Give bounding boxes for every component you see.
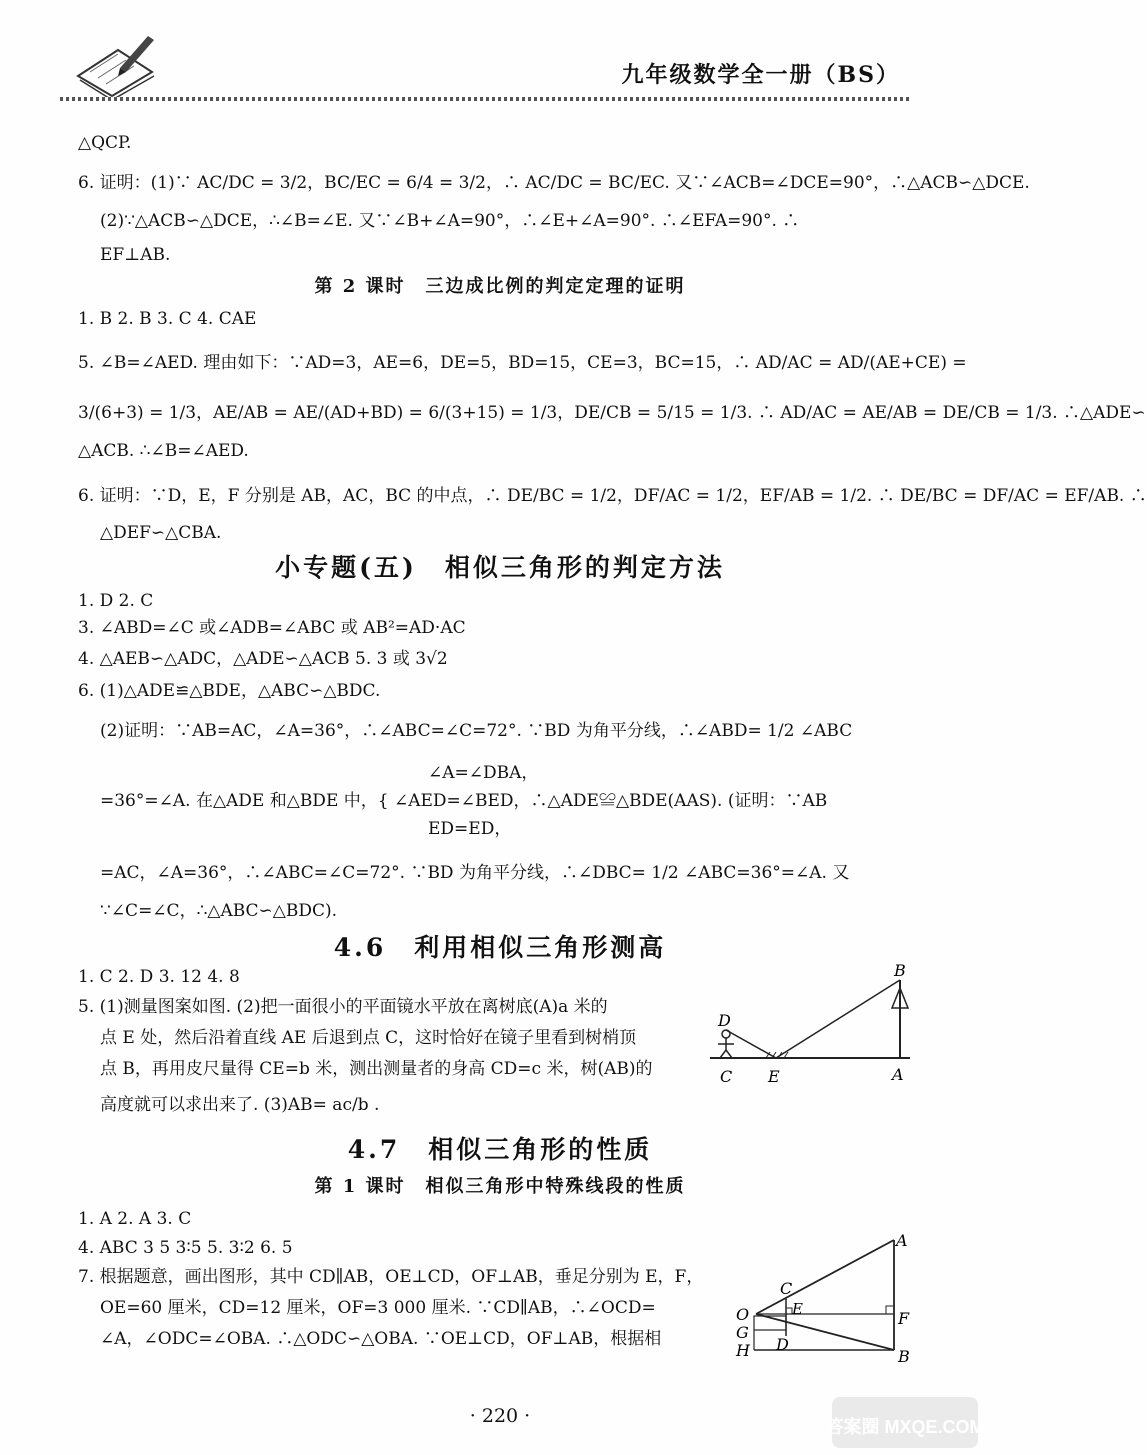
label-B: B [894, 961, 906, 980]
section-heading: 第 2 课时 三边成比例的判定定理的证明 [314, 276, 686, 297]
label-G: G [736, 1323, 749, 1342]
text-line: (2)∵△ACB∽△DCE，∴∠B=∠E. 又∵∠B+∠A=90°，∴∠E+∠A=90°. ∴∠EFA=90°. ∴ [100, 211, 800, 231]
label-E: E [768, 1067, 780, 1086]
text-line: 5. (1)测量图案如图. (2)把一面很小的平面镜水平放在离树底(A)a 米的 [78, 997, 608, 1017]
text-line: ∠A，∠ODC=∠OBA. ∴△ODC∽△OBA. ∵OE⊥CD，OF⊥AB，根据相 [100, 1329, 662, 1349]
text-line: 6. 证明：(1)∵ AC/DC = 3/2，BC/EC = 6/4 = 3/2，∴ AC/DC = BC/EC. 又∵∠ACB=∠DCE=90°，∴△ACB∽△DCE. [78, 173, 1030, 193]
text-line: 高度就可以求出来了. (3)AB= ac/b . [100, 1095, 380, 1115]
label-D: D [718, 1011, 731, 1030]
text-line: =AC，∠A=36°，∴∠ABC=∠C=72°. ∵BD 为角平分线，∴∠DBC= 1/2 ∠ABC=36°=∠A. 又 [100, 863, 850, 883]
section-heading: 4.6 利用相似三角形测高 [333, 933, 667, 962]
text-line: 1. C 2. D 3. 12 4. 8 [78, 967, 240, 987]
text-line: 1. B 2. B 3. C 4. CAE [78, 309, 257, 329]
text-line: (2)证明：∵AB=AC，∠A=36°，∴∠ABC=∠C=72°. ∵BD 为角平分线，∴∠ABD= 1/2 ∠ABC [100, 721, 853, 741]
tree-height-figure [700, 960, 920, 1090]
text-line: 点 B，再用皮尺量得 CE=b 米，测出测量者的身高 CD=c 米，树(AB)的 [100, 1059, 653, 1079]
brace-line: ED=ED， [428, 819, 512, 839]
label-O: O [736, 1305, 750, 1324]
section-heading: 4.7 相似三角形的性质 [347, 1135, 653, 1164]
label-F: F [898, 1309, 910, 1328]
header-divider [60, 97, 910, 101]
text-line: 点 E 处，然后沿着直线 AE 后退到点 C，这时恰好在镜子里看到树梢顶 [100, 1028, 637, 1048]
text-line: 7. 根据题意，画出图形，其中 CD∥AB，OE⊥CD，OF⊥AB，垂足分别为 E，F， [78, 1267, 704, 1287]
text-line: 1. A 2. A 3. C [78, 1209, 192, 1229]
text-line: 1. D 2. C [78, 591, 154, 611]
text-line: △DEF∽△CBA. [100, 523, 222, 543]
text-line: EF⊥AB. [100, 245, 171, 265]
similar-triangles-figure [728, 1228, 918, 1368]
label-B: B [898, 1347, 910, 1366]
text-line: 4. △AEB∽△ADC，△ADE∽△ACB 5. 3 或 3√2 [78, 649, 448, 669]
text-line: =36°=∠A. 在△ADE 和△BDE 中，{ ∠AED=∠BED，∴△ADE≌△BDE(AAS). (证明：∵AB [100, 791, 828, 811]
watermark-logo [825, 1395, 985, 1450]
label-C: C [720, 1067, 733, 1086]
page-header-title: 九年级数学全一册（BS） [621, 62, 900, 88]
text-line: 5. ∠B=∠AED. 理由如下：∵AD=3，AE=6，DE=5，BD=15，CE=3，BC=15，∴ AD/AC = AD/(AE+CE) = [78, 353, 967, 373]
label-H: H [736, 1341, 750, 1360]
text-line: ∵∠C=∠C，∴△ABC∽△BDC). [100, 901, 338, 921]
label-A: A [892, 1065, 904, 1084]
label-A: A [896, 1231, 908, 1250]
text-line: 6. (1)△ADE≌△BDE，△ABC∽△BDC. [78, 681, 381, 701]
text-line: 3/(6+3) = 1/3，AE/AB = AE/(AD+BD) = 6/(3+15) = 1/3，DE/CB = 5/15 = 1/3. ∴ AD/AC = AE/AB = DE/CB = 1/3. ∴△ADE∽ [78, 403, 1146, 423]
text-line: △QCP. [78, 133, 132, 153]
text-line: 4. ABC 3 5 3∶5 5. 3∶2 6. 5 [78, 1238, 293, 1258]
section-heading: 第 1 课时 相似三角形中特殊线段的性质 [314, 1176, 686, 1197]
topic-heading: 小专题(五) 相似三角形的判定方法 [275, 553, 725, 582]
label-C: C [780, 1279, 793, 1298]
page-number: · 220 · [469, 1405, 531, 1427]
label-D: D [776, 1335, 789, 1354]
label-E: E [792, 1300, 803, 1318]
text-line: 3. ∠ABD=∠C 或∠ADB=∠ABC 或 AB²=AD·AC [78, 618, 466, 638]
text-line: △ACB. ∴∠B=∠AED. [78, 441, 249, 461]
text-line: OE=60 厘米，CD=12 厘米，OF=3 000 厘米. ∵CD∥AB，∴∠OCD= [100, 1298, 656, 1318]
book-pencil-logo-icon [70, 28, 160, 100]
brace-line: ∠A=∠DBA， [428, 763, 539, 783]
watermark-text: 答案圈 MXQE.COM [825, 1417, 985, 1437]
text-line: 6. 证明：∵D，E，F 分别是 AB，AC，BC 的中点，∴ DE/BC = 1/2，DF/AC = 1/2，EF/AB = 1/2. ∴ DE/BC = DF/AC = EF/AB. ∴ [78, 486, 1147, 506]
